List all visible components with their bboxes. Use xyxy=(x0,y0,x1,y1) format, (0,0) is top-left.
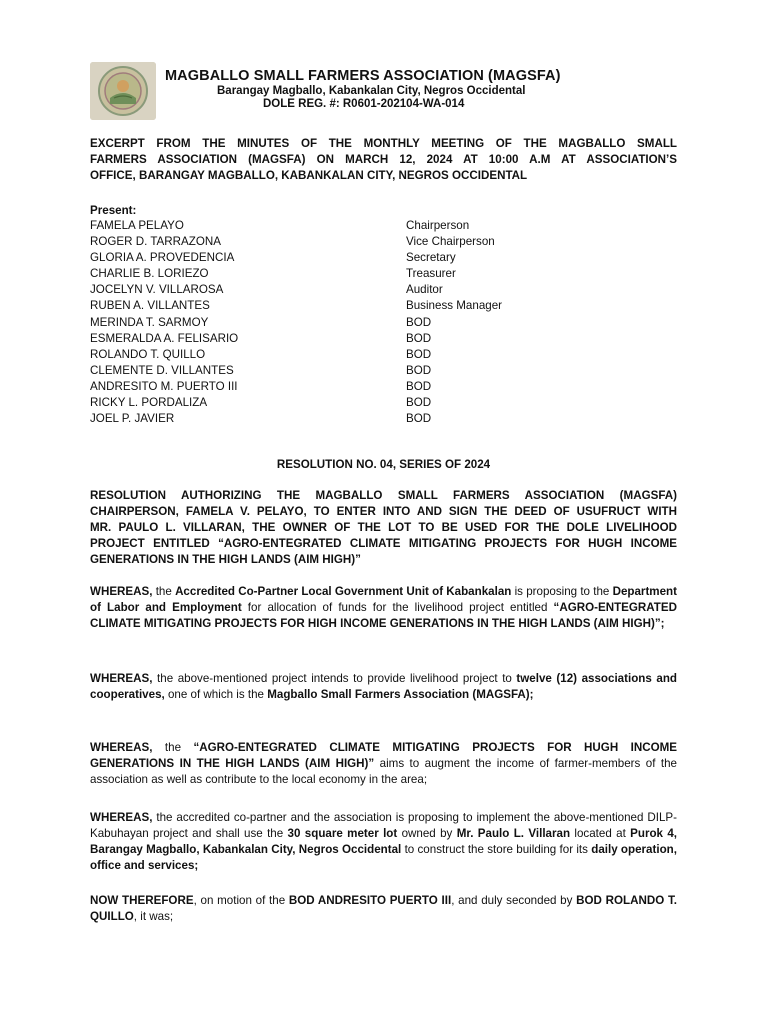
organization-address: Barangay Magballo, Kabankalan City, Negros Occidental xyxy=(217,85,526,97)
paragraph-text: , on motion of the xyxy=(193,894,289,907)
attendee-row xyxy=(90,234,677,250)
attendee-name: RICKY L. PORDALIZA xyxy=(90,396,208,410)
letterhead xyxy=(90,60,690,122)
attendee-role: Chairperson xyxy=(406,219,470,232)
attendee-role: Secretary xyxy=(406,251,456,265)
attendee-list xyxy=(90,218,677,427)
attendee-name: JOEL P. JAVIER xyxy=(90,412,175,426)
paragraph-emphasis: BOD ANDRESITO PUERTO III xyxy=(288,894,452,907)
attendee-row xyxy=(90,218,677,234)
whereas-label: WHEREAS, xyxy=(90,811,153,824)
attendee-row xyxy=(90,411,677,427)
paragraph-emphasis: BOD ROLANDO T. QUILLO xyxy=(90,894,677,923)
paragraph-text: to construct the store building for its xyxy=(401,843,592,856)
attendee-role: BOD xyxy=(406,315,432,329)
paragraph-emphasis: “AGRO-ENTEGRATED CLIMATE MITIGATING PROJECTS FOR HUGH INCOME GENERATIONS IN THE HIGH LANDS (AIM HIGH)” xyxy=(90,741,677,770)
attendee-role: Treasurer xyxy=(406,267,456,281)
paragraph-emphasis: “AGRO-ENTEGRATED CLIMATE MITIGATING PROJECTS FOR HIGH INCOME GENERATIONS IN THE HIGH LANDS (AIM HIGH)”; xyxy=(90,601,677,630)
attendee-name: ANDRESITO M. PUERTO III xyxy=(90,379,238,393)
whereas-label: WHEREAS, xyxy=(90,585,153,598)
attendee-name: JOCELYN V. VILLAROSA xyxy=(90,283,224,297)
attendee-role: BOD xyxy=(406,363,432,377)
whereas-paragraph-4 xyxy=(90,810,677,874)
paragraph-emphasis: 30 square meter lot xyxy=(287,827,398,840)
attendee-row xyxy=(90,282,677,298)
attendee-row xyxy=(90,347,677,363)
attendee-row xyxy=(90,331,677,347)
present-label: Present: xyxy=(90,204,137,217)
paragraph-text: one of which is the xyxy=(164,688,268,701)
paragraph-emphasis: Purok 4, Barangay Magballo, Kabankalan City, Negros Occidental xyxy=(90,827,678,856)
attendee-role: BOD xyxy=(406,331,432,345)
whereas-label: WHEREAS, xyxy=(90,741,153,754)
attendee-name: RUBEN A. VILLANTES xyxy=(90,299,210,313)
attendee-name: ESMERALDA A. FELISARIO xyxy=(90,331,239,345)
resolution-heading-line: MR. PAULO L. VILLARAN, THE OWNER OF THE LOT TO BE USED FOR THE DOLE LIVELIHOOD xyxy=(90,521,677,534)
whereas-paragraph-3 xyxy=(90,740,677,788)
attendee-row xyxy=(90,250,677,266)
paragraph-emphasis: Magballo Small Farmers Association (MAGSFA); xyxy=(267,688,534,701)
paragraph-text: aims to augment the income of farmer-members of the association as well as contribute to the local economy in the area; xyxy=(90,757,677,786)
attendee-name: FAMELA PELAYO xyxy=(90,219,184,232)
attendee-role: BOD xyxy=(406,379,432,393)
dole-registration-number: DOLE REG. #: R0601-202104-WA-014 xyxy=(263,98,465,110)
paragraph-text: owned by xyxy=(397,827,457,840)
resolution-heading xyxy=(90,488,677,568)
paragraph-emphasis: Accredited Co-Partner Local Government Unit of Kabankalan xyxy=(175,585,512,598)
attendee-row xyxy=(90,379,677,395)
attendee-row xyxy=(90,266,677,282)
paragraph-text: the above-mentioned project intends to provide livelihood project to xyxy=(152,672,517,685)
resolution-heading-line: GENERATIONS IN THE HIGH LANDS (AIM HIGH)” xyxy=(90,553,361,566)
attendee-role: Business Manager xyxy=(406,299,503,313)
attendee-name: CLEMENTE D. VILLANTES xyxy=(90,363,234,377)
excerpt-line: OFFICE, BARANGAY MAGBALLO, KABANKALAN CITY, NEGROS OCCIDENTAL xyxy=(90,169,528,182)
association-logo-icon xyxy=(90,62,156,120)
paragraph-emphasis: daily operation, office and services; xyxy=(90,843,677,872)
paragraph-text: is proposing to the xyxy=(511,585,613,598)
paragraph-text: the xyxy=(152,741,194,754)
attendee-row xyxy=(90,395,677,411)
attendee-row xyxy=(90,298,677,314)
organization-name: MAGBALLO SMALL FARMERS ASSOCIATION (MAGSFA) xyxy=(165,68,561,84)
excerpt-line: FARMERS ASSOCIATION (MAGSFA) ON MARCH 12, 2024 AT 10:00 A.M AT ASSOCIATION’S xyxy=(90,153,677,166)
paragraph-text: located at xyxy=(570,827,631,840)
paragraph-emphasis: twelve (12) associations and cooperatives, xyxy=(90,672,677,701)
paragraph-text: for allocation of funds for the livelihood project entitled xyxy=(241,601,554,614)
attendee-role: BOD xyxy=(406,396,432,410)
attendee-name: ROGER D. TARRAZONA xyxy=(90,235,221,249)
whereas-paragraph-2 xyxy=(90,671,677,703)
minutes-excerpt-heading xyxy=(90,136,677,184)
attendee-name: MERINDA T. SARMOY xyxy=(90,315,209,329)
attendee-role: BOD xyxy=(406,412,432,426)
excerpt-line: EXCERPT FROM THE MINUTES OF THE MONTHLY MEETING OF THE MAGBALLO SMALL xyxy=(90,137,677,150)
resolution-title: RESOLUTION NO. 04, SERIES OF 2024 xyxy=(276,458,491,471)
now-therefore-paragraph xyxy=(90,893,677,925)
attendee-name: CHARLIE B. LORIEZO xyxy=(90,267,209,281)
attendee-role: BOD xyxy=(406,347,432,361)
whereas-label: WHEREAS, xyxy=(90,672,153,685)
resolution-heading-line: PROJECT ENTITLED “AGRO-ENTEGRATED CLIMATE MITIGATING PROJECTS FOR HUGH INCOME xyxy=(90,537,677,550)
paragraph-emphasis: Mr. Paulo L. Villaran xyxy=(456,827,571,840)
paragraph-text: , and duly seconded by xyxy=(451,894,577,907)
attendee-name: GLORIA A. PROVEDENCIA xyxy=(90,251,235,265)
attendee-row xyxy=(90,315,677,331)
now-therefore-label: NOW THEREFORE xyxy=(90,894,194,907)
paragraph-text: the xyxy=(152,585,176,598)
attendee-role: Vice Chairperson xyxy=(406,235,495,249)
attendee-row xyxy=(90,363,677,379)
paragraph-text: , it was; xyxy=(133,910,174,923)
paragraph-emphasis: Department of Labor and Employment xyxy=(90,585,678,614)
paragraph-text: the accredited co-partner and the association is proposing to implement the above-mentioned DILP-Kabuhayan project and shall use the xyxy=(90,811,677,840)
resolution-heading-line: CHAIRPERSON, FAMELA V. PELAYO, TO ENTER INTO AND SIGN THE DEED OF USUFRUCT WITH xyxy=(90,505,677,518)
attendee-role: Auditor xyxy=(406,283,443,297)
resolution-heading-line: RESOLUTION AUTHORIZING THE MAGBALLO SMALL FARMERS ASSOCIATION (MAGSFA) xyxy=(90,489,677,502)
attendee-name: ROLANDO T. QUILLO xyxy=(90,347,206,361)
whereas-paragraph-1 xyxy=(90,584,677,632)
